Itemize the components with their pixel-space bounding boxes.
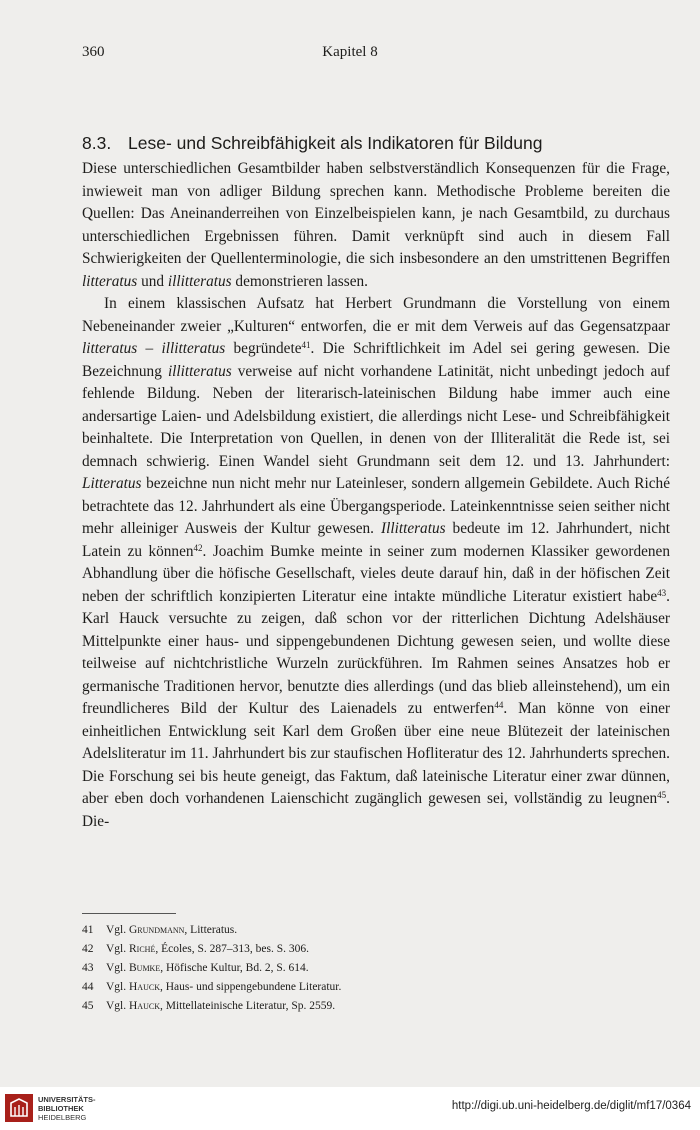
footnote-reference: 44: [494, 700, 504, 710]
library-name-line: HEIDELBERG: [38, 1113, 87, 1122]
footnote-reference: 43: [657, 587, 667, 598]
text-run: Diese unterschiedlichen Gesamtbilder haben selbstverständlich Konsequenzen für die Frage, inwieweit man von adliger Bildung sprechen kann. Methodische Probleme bereiten die Quellen: Das Aneinanderreihen von Einzelbeispielen kann, je nach Gesamtbild, zu durchaus unterschiedlichen Ergebnissen führen. Damit verknüpft sind auch in diesem Fall Schwierigkeiten der Quellenterminologie, die sich insbesondere an den umstrittenen Begriffen: [82, 160, 670, 267]
source-url-link[interactable]: http://digi.ub.uni-heidelberg.de/diglit/mf17/0364: [451, 1100, 691, 1112]
text-run: bezeichne nun nicht mehr nur Lateinleser, sondern allgemein Gebildete. Auch Riché betrachtete das 12. Jahrhundert als eine Übergangsperiode. Lateinkenntnisse seien seither nicht mehr alleiniger Ausweis der Kultur gewesen.: [82, 475, 670, 537]
text-run: , Höfische Kultur, Bd. 2, S. 614.: [160, 962, 309, 974]
italic-term: illitteratus: [167, 362, 232, 380]
footer-bar: [0, 1087, 700, 1130]
text-run: . Joachim Bumke meinte in seiner zum modernen Klassiker gewordenen Abhandlung über die höfische Gesellschaft, vieles deute darauf hin, daß in der höfischen Zeit neben der schriftlich konzipierten Literatur eine intakte mündliche Literatur existiert habe: [82, 542, 670, 605]
footnote: [82, 921, 642, 940]
text-run: verweise auf nicht vorhandene Latinität, nicht unbedingt jedoch auf fehlende Bildung. Neben der literarisch-lateinischen Bildung habe immer auch eine andersartige Laien- und Adelsbildung existiert, die allerdings nicht Lese- und Schreibfähigkeit beinhaltete. Die Interpretation von Quellen, in denen von der Illiteralität die Rede ist, sei demnach schwierig. Einen Wandel sieht Grundmann seit dem 12. und 13. Jahrhundert:: [82, 362, 670, 470]
text-run: begründete: [225, 340, 302, 357]
footnote-number: 45: [82, 1000, 94, 1012]
text-run: . Man könne von einer einheitlichen Entwicklung seit Karl dem Großen über eine neue Blütezeit der lateinischen Adelsliteratur im 11. Jahrhundert bis zur staufischen Hofliteratur des 12. Jahrhunderts sprechen. Die Forschung sei bis heute geneigt, das Faktum, daß lateinische Literatur einer zwar dünnen, aber eben doch vorhandenen Laienschicht zugänglich gewesen sei, vollständig zu leugnen: [82, 700, 670, 807]
author-name: Grundmann: [129, 924, 185, 936]
footnote-text: [106, 981, 341, 993]
text-run: In einem klassischen Aufsatz hat Herbert Grundmann die Vorstellung von einem Nebeneinander zweier „Kulturen“ entworfen, die er mit dem Verweis auf das Gegensatzpaar: [82, 295, 670, 335]
author-name: Bumke: [129, 962, 161, 974]
footnote-text: [106, 924, 237, 936]
text-run: Vgl.: [106, 1000, 129, 1012]
running-head: Kapitel 8: [322, 44, 378, 60]
section-heading: [82, 133, 642, 154]
paragraph: [82, 158, 670, 293]
text-run: und: [137, 272, 168, 290]
footnote: [82, 997, 642, 1016]
footnote: [82, 940, 642, 959]
footnote-text: [106, 943, 309, 955]
paragraph: [82, 293, 670, 833]
italic-term: Litteratus: [82, 475, 142, 492]
text-run: demonstrieren lassen.: [231, 272, 368, 290]
footnote-divider: [82, 913, 176, 914]
text-run: Vgl.: [106, 943, 129, 955]
page-number: 360: [82, 44, 105, 60]
footnote-number: 44: [82, 981, 94, 993]
author-name: Riché: [129, 943, 156, 955]
library-logo-icon: [5, 1094, 33, 1122]
text-run: Vgl.: [106, 981, 129, 993]
text-run: , Litteratus.: [184, 924, 238, 936]
library-name: [38, 1095, 96, 1122]
italic-term: litteratus: [82, 272, 138, 290]
author-name: Hauck: [129, 1000, 160, 1012]
footnote-number: 42: [82, 943, 94, 955]
section-title: Lese- und Schreibfähigkeit als Indikatoren für Bildung: [128, 132, 543, 153]
italic-term: illitteratus: [167, 272, 232, 290]
footnote-reference: 42: [193, 542, 203, 553]
footnote-reference: 45: [657, 790, 667, 800]
text-run: . Karl Hauck versuchte zu zeigen, daß schon vor der ritterlichen Dichtung Adelshäuser Mittelpunkte einer haus- und sippengebundenen Dichtung gewesen seien, und wollte diese teilweise auf nichtchristliche Wurzeln zurückführen. Im Rahmen seines Ansatzes hob er germanische Traditionen hervor, benutzte dies allerdings (und das blieb alleinstehend), um ein freundlicheres Bild der Kultur des Laienadels zu entwerfen: [82, 587, 670, 717]
author-name: Hauck: [129, 981, 160, 993]
footnote-text: [106, 962, 309, 974]
library-name-line: BIBLIOTHEK: [38, 1104, 84, 1113]
italic-term: Illitteratus: [380, 520, 446, 537]
text-run: . Die-: [82, 790, 670, 830]
text-run: Vgl.: [106, 924, 129, 936]
footnote-number: 43: [82, 962, 94, 974]
footnote-text: [106, 1000, 335, 1012]
library-name-line: UNIVERSITÄTS-: [38, 1095, 96, 1104]
library-emblem-icon: [5, 1094, 33, 1122]
footnote: [82, 959, 642, 978]
footnote-reference: 41: [301, 340, 311, 350]
text-run: , Haus- und sippengebundene Literatur.: [159, 981, 342, 993]
italic-term: litteratus – illitteratus: [82, 340, 226, 357]
text-run: bedeute im 12. Jahrhundert, nicht Latein zu können: [82, 520, 670, 560]
footnote-number: 41: [82, 924, 94, 936]
text-run: . Die Schriftlichkeit im Adel sei gering gewesen. Die Bezeichnung: [82, 340, 671, 380]
text-run: , Mittellateinische Literatur, Sp. 2559.: [159, 1000, 336, 1012]
section-number: 8.3.: [82, 132, 112, 153]
body-text: [82, 158, 670, 833]
text-run: Vgl.: [106, 962, 129, 974]
footnotes: [82, 921, 642, 1016]
text-run: , Écoles, S. 287–313, bes. S. 306.: [155, 943, 309, 955]
footnote: [82, 978, 642, 997]
